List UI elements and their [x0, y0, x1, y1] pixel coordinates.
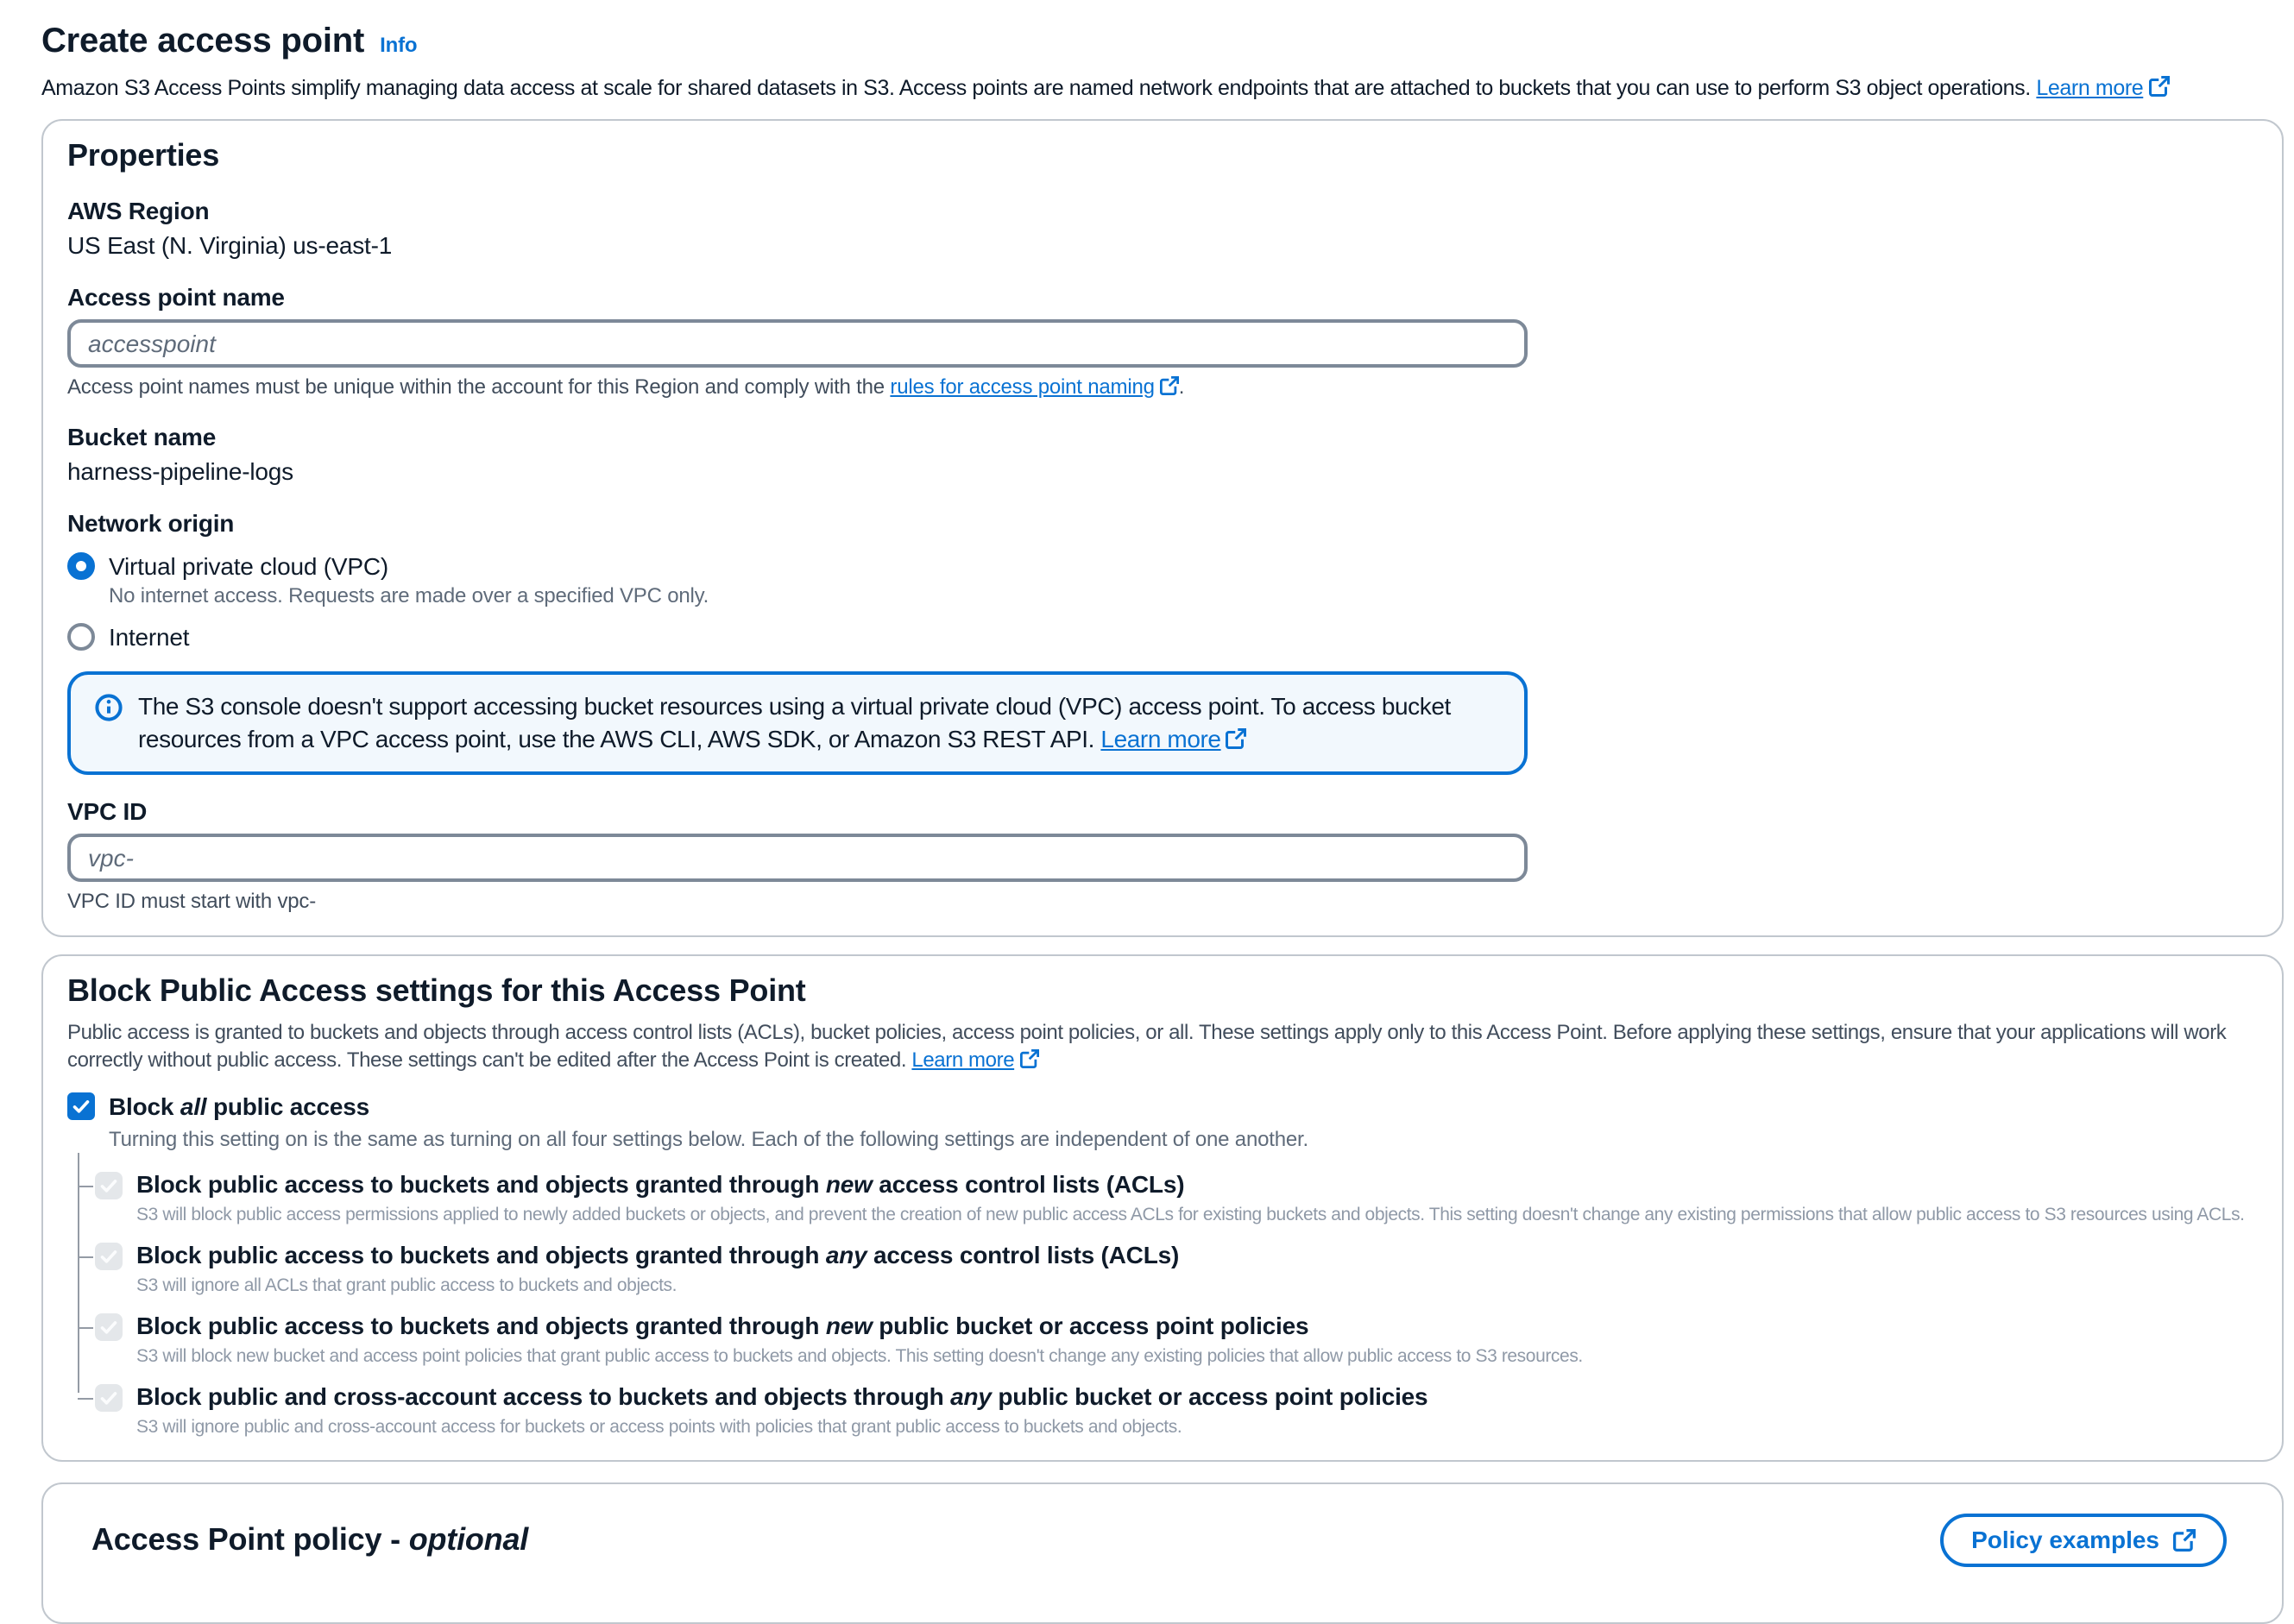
info-link[interactable]: Info: [380, 33, 418, 57]
alert-learn-more-link[interactable]: [1100, 725, 1246, 752]
block-all-label-suffix: public access: [206, 1092, 370, 1120]
disabled-checked-checkbox-icon: [95, 1243, 123, 1270]
block-all-description: Turning this setting on is the same as turning on all four settings below. Each of the following settings are independent of one another.: [109, 1127, 1308, 1151]
network-origin-label: Network origin: [67, 509, 235, 537]
page-header: [0, 0, 2294, 102]
setting-title-suffix: access control lists (ACLs): [872, 1170, 1185, 1198]
vpc-info-alert: [67, 671, 1528, 775]
aws-region-label: AWS Region: [67, 197, 210, 224]
helper-period: .: [1178, 375, 1185, 399]
block-all-checkbox-row[interactable]: [67, 1091, 2247, 1122]
alert-text: The S3 console doesn't support accessing bucket resources using a virtual private cloud (VPC) access point. To access bucket resources from a VPC access point, use the AWS CLI, AWS SDK, or Amazon S3 REST API.: [138, 692, 1451, 752]
page-description-text: Amazon S3 Access Points simplify managing data access at scale for shared datasets in S3. Access points are named network endpoints that are attached to buckets that you can use to perform S3 object operations.: [41, 76, 2037, 100]
page-description: [41, 74, 2284, 102]
external-link-icon: [1019, 1049, 1038, 1068]
block-public-access-card: [41, 954, 2284, 1462]
setting-text: [136, 1170, 2245, 1227]
bpa-settings-tree: [78, 1153, 2247, 1439]
setting-title-prefix: Block public and cross-account access to buckets and objects through: [136, 1382, 951, 1410]
helper-text: Access point names must be unique within the account for this Region and comply with the: [67, 375, 891, 399]
bpa-learn-more-label: Learn more: [911, 1048, 1015, 1072]
external-link-icon: [2173, 1528, 2196, 1551]
radio-vpc-label: Virtual private cloud (VPC): [109, 552, 388, 580]
setting-text: [136, 1241, 1179, 1298]
policy-examples-label: Policy examples: [1971, 1526, 2159, 1553]
aws-region-field: [67, 195, 2247, 261]
vpc-id-field: [67, 796, 2247, 915]
access-point-policy-card: [41, 1482, 2284, 1624]
setting-title-suffix: public bucket or access point policies: [872, 1312, 1309, 1339]
setting-title-italic: any: [950, 1382, 992, 1410]
alert-learn-more-label: Learn more: [1100, 725, 1221, 752]
vpc-id-helper: VPC ID must start with vpc-: [67, 889, 316, 913]
setting-title-prefix: Block public access to buckets and objects granted through: [136, 1241, 826, 1268]
setting-text: [136, 1382, 1427, 1439]
properties-heading: Properties: [67, 138, 220, 173]
check-icon: [71, 1096, 91, 1117]
block-all-label: [109, 1091, 369, 1122]
external-link-icon: [1160, 376, 1179, 395]
radio-internet[interactable]: [67, 621, 2247, 652]
radio-vpc-description: No internet access. Requests are made over a specified VPC only.: [109, 583, 709, 607]
disabled-checked-checkbox-icon: [95, 1313, 123, 1341]
setting-title-prefix: Block public access to buckets and objects granted through: [136, 1170, 826, 1198]
bucket-name-value: harness-pipeline-logs: [67, 457, 293, 485]
vpc-id-label: VPC ID: [67, 797, 148, 825]
setting-title: [136, 1170, 2245, 1199]
bpa-learn-more-link[interactable]: [911, 1048, 1038, 1072]
radio-internet-label: Internet: [109, 623, 190, 651]
policy-examples-button[interactable]: [1940, 1514, 2227, 1567]
bpa-setting-row: [95, 1241, 2247, 1298]
bpa-heading: Block Public Access settings for this Access Point: [67, 973, 806, 1008]
setting-title-suffix: access control lists (ACLs): [867, 1241, 1180, 1268]
setting-description: S3 will block public access permissions applied to newly added buckets or objects, and prevent the creation of new public access ACLs for existing buckets and objects. This setting doesn't change any existing permissions that allow public access to S3 resources using ACLs.: [136, 1205, 2245, 1225]
check-icon: [98, 1175, 119, 1196]
setting-title: [136, 1382, 1427, 1412]
access-point-name-field: [67, 281, 2247, 400]
learn-more-link[interactable]: [2036, 76, 2169, 100]
bpa-setting-row: [95, 1312, 2247, 1369]
disabled-checked-checkbox-icon: [95, 1384, 123, 1412]
bucket-name-field: [67, 421, 2247, 487]
check-icon: [98, 1246, 119, 1267]
setting-description: S3 will block new bucket and access point policies that grant public access to buckets and objects. This setting doesn't change any existing policies that allow public access to S3 resources.: [136, 1346, 1583, 1367]
learn-more-label: Learn more: [2036, 76, 2144, 100]
bpa-description: [67, 1018, 2246, 1073]
naming-rules-label: rules for access point naming: [890, 375, 1155, 399]
checked-checkbox-icon[interactable]: [67, 1092, 95, 1120]
access-point-name-input[interactable]: [67, 319, 1528, 368]
network-origin-field: [67, 507, 2247, 652]
setting-title-prefix: Block public access to buckets and objects granted through: [136, 1312, 826, 1339]
policy-heading-prefix: Access Point policy -: [91, 1522, 409, 1557]
radio-selected-icon[interactable]: [67, 552, 95, 580]
access-point-name-helper: [67, 375, 2247, 400]
setting-description: S3 will ignore all ACLs that grant public access to buckets and objects.: [136, 1275, 677, 1296]
bpa-setting-row: [95, 1382, 2247, 1439]
block-all-label-prefix: Block: [109, 1092, 180, 1120]
setting-title-italic: any: [825, 1241, 867, 1268]
radio-unselected-icon[interactable]: [67, 623, 95, 651]
setting-title-italic: new: [825, 1312, 873, 1339]
bpa-setting-row: [95, 1170, 2247, 1227]
aws-region-value: US East (N. Virginia) us-east-1: [67, 231, 393, 259]
policy-heading-italic: optional: [408, 1522, 529, 1557]
external-link-icon: [1226, 728, 1247, 749]
naming-rules-link[interactable]: [890, 375, 1178, 399]
page-title: Create access point: [41, 22, 365, 60]
vpc-id-input[interactable]: [67, 834, 1528, 882]
check-icon: [98, 1317, 119, 1338]
alert-body: [138, 690, 1500, 756]
properties-card: [41, 119, 2284, 937]
policy-heading: [91, 1522, 528, 1558]
info-icon: [95, 694, 123, 721]
bpa-description-text: Public access is granted to buckets and objects through access control lists (ACLs), bucket policies, access point policies, or all. These settings apply only to this Access Point. Before applying these settings, ensure that your applications will work correctly without public access. These settings can't be edited after the Access Point is created.: [67, 1020, 2227, 1072]
setting-title-italic: new: [825, 1170, 873, 1198]
bucket-name-label: Bucket name: [67, 423, 217, 450]
disabled-checked-checkbox-icon: [95, 1172, 123, 1199]
check-icon: [98, 1388, 119, 1408]
radio-vpc[interactable]: [67, 551, 2247, 582]
setting-title-suffix: public bucket or access point policies: [991, 1382, 1428, 1410]
setting-title: [136, 1312, 1583, 1341]
block-all-label-italic: all: [180, 1092, 207, 1120]
setting-text: [136, 1312, 1583, 1369]
setting-title: [136, 1241, 1179, 1270]
external-link-icon: [2148, 76, 2169, 97]
access-point-name-label: Access point name: [67, 283, 285, 311]
policy-card-header: [67, 1501, 2247, 1602]
setting-description: S3 will ignore public and cross-account access for buckets or access points with policies that grant public access to buckets and objects.: [136, 1417, 1182, 1438]
